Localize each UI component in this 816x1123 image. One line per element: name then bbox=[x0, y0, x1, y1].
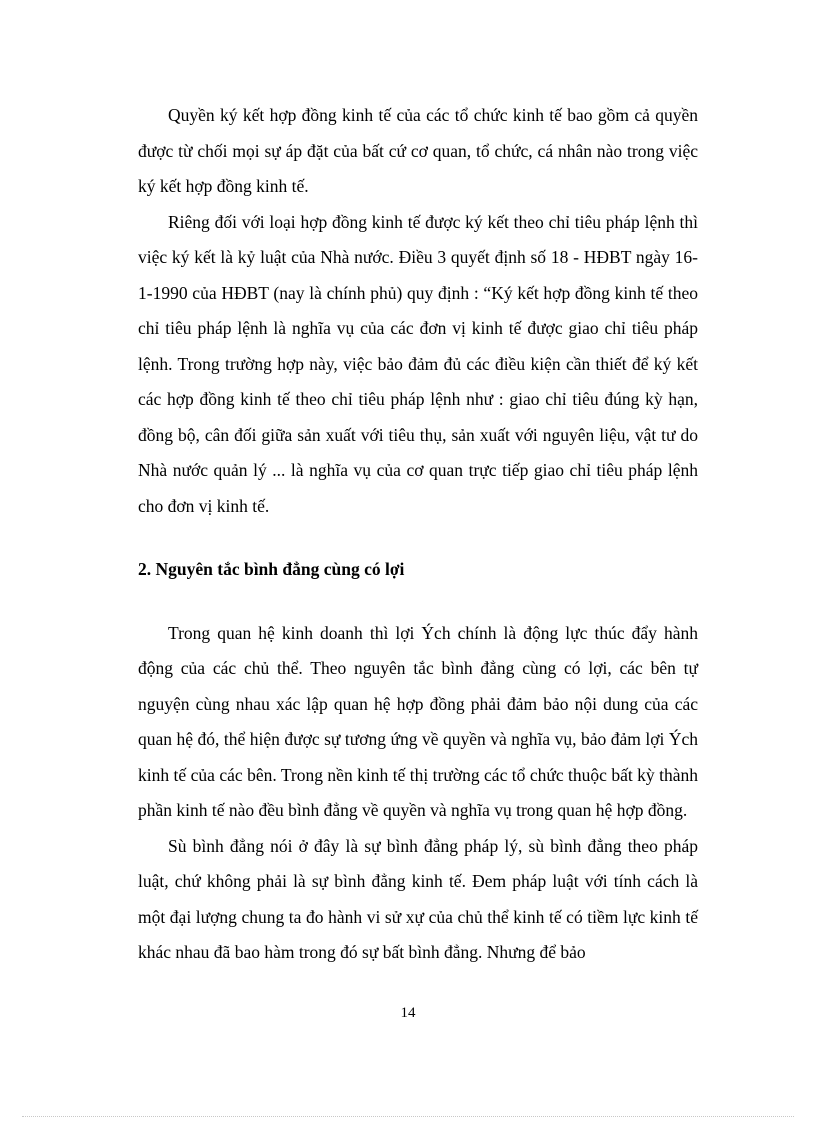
page-body bbox=[138, 98, 698, 971]
paragraph-contract-rights: Quyền ký kết hợp đồng kinh tế của các tổ chức kinh tế bao gồm cả quyền được từ chối mọi sự áp đặt của bất cứ cơ quan, tổ chức, cá nhân nào trong việc ký kết hợp đồng kinh tế. bbox=[138, 105, 698, 196]
section-heading: 2. Nguyên tắc bình đẳng cùng có lợi bbox=[138, 559, 405, 579]
paragraph-mutual-benefit: Trong quan hệ kinh doanh thì lợi Ých chính là động lực thúc đẩy hành động của các chủ thể. Theo nguyên tắc bình đẳng cùng có lợi, các bên tự nguyện cùng nhau xác lập quan hệ hợp đồng phải đảm bảo nội dung của các quan hệ đó, thể hiện được sự tương ứng về quyền và nghĩa vụ, bảo đảm lợi Ých kinh tế của các bên. Trong nền kinh tế thị trường các tổ chức thuộc bất kỳ thành phần kinh tế nào đều bình đẳng về quyền và nghĩa vụ trong quan hệ hợp đồng. bbox=[138, 622, 698, 820]
paragraph-legal-equality: Sù bình đẳng nói ở đây là sự bình đẳng pháp lý, sù bình đẳng theo pháp luật, chứ không phải là sự bình đẳng kinh tế. Đem pháp luật với tính cách là một đại lượng chung ta đo hành vi sử xự của chủ thể kinh tế có tiềm lực kinh tế khác nhau đã bao hàm trong đó sự bất bình đẳng. Nhưng để bảo bbox=[138, 835, 698, 962]
page-number: 14 bbox=[400, 1005, 416, 1021]
bottom-divider bbox=[22, 1116, 794, 1117]
paragraph-mandatory-targets: Riêng đối với loại hợp đồng kinh tế được ký kết theo chỉ tiêu pháp lệnh thì việc ký kết là kỷ luật của Nhà nước. Điều 3 quyết định số 18 - HĐBT ngày 16-1-1990 của HĐBT (nay là chính phủ) quy định : “Ký kết hợp đồng kinh tế theo chỉ tiêu pháp lệnh là nghĩa vụ của các đơn vị kinh tế được giao chỉ tiêu pháp lệnh. Trong trường hợp này, việc bảo đảm đủ các điều kiện cần thiết để ký kết các hợp đồng kinh tế theo chỉ tiêu pháp lệnh như : giao chỉ tiêu đúng kỳ hạn, đồng bộ, cân đối giữa sản xuất với tiêu thụ, sản xuất với nguyên liệu, vật tư do Nhà nước quản lý ... là nghĩa vụ của cơ quan trực tiếp giao chỉ tiêu pháp lệnh cho đơn vị kinh tế. bbox=[138, 211, 698, 516]
